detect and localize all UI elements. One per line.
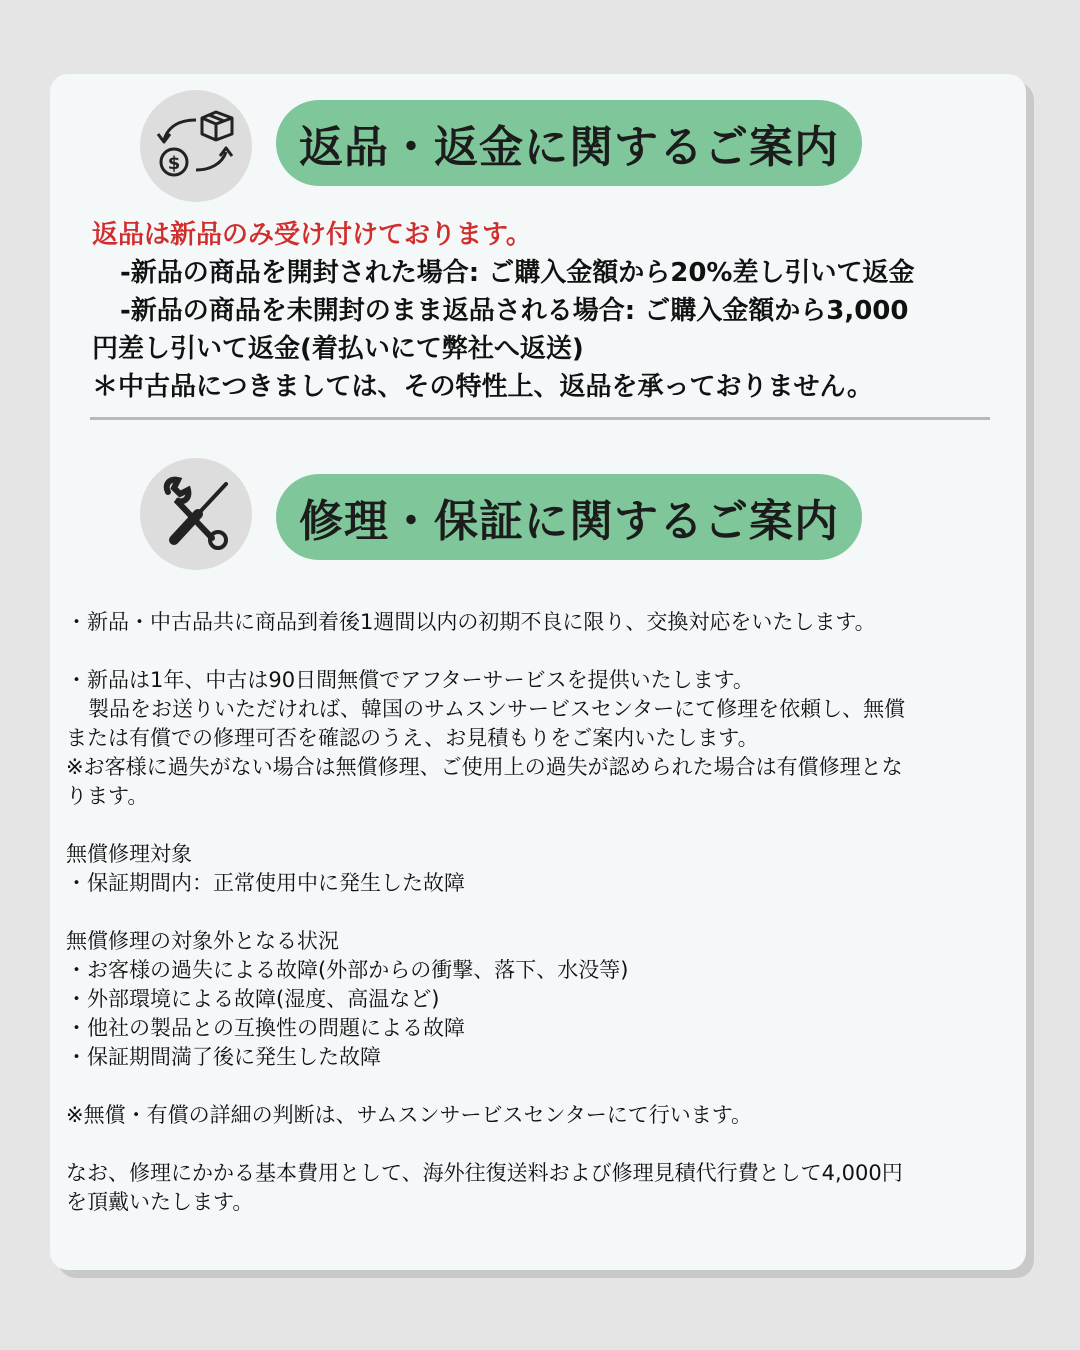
fault-note-line: ※お客様に過失がない場合は無償修理、ご使用上の過失が認められた場合は有償修理とな bbox=[66, 755, 903, 779]
initial-defect-line: ・新品・中古品共に商品到着後1週間以内の初期不良に限り、交換対応をいたします。 bbox=[66, 610, 876, 634]
free-repair-heading: 無償修理対象 bbox=[66, 842, 192, 866]
unopened-refund-line-cont: 円差し引いて返金(着払いにて弊社へ返送) bbox=[92, 334, 584, 364]
excluded-heading: 無償修理の対象外となる状況 bbox=[66, 929, 339, 953]
unopened-refund-line: -新品の商品を未開封のまま返品される場合: ご購入金額から3,000 bbox=[120, 296, 909, 326]
free-repair-item: ・保証期間内：正常使用中に発生した故障 bbox=[66, 871, 465, 895]
opened-refund-line: -新品の商品を開封された場合: ご購入金額から20%差し引いて返金 bbox=[120, 258, 915, 288]
repair-policy-text bbox=[66, 608, 1006, 1217]
svg-text:$: $ bbox=[167, 153, 181, 174]
basic-fee-line: なお、修理にかかる基本費用として、海外往復送料および修理見積代行費として4,000円 bbox=[66, 1161, 903, 1185]
basic-fee-line-cont: を頂戴いたします。 bbox=[66, 1190, 254, 1214]
section-divider bbox=[90, 417, 990, 420]
excluded-item: ・お客様の過失による故障(外部からの衝撃、落下、水没等) bbox=[66, 958, 629, 982]
judgement-note-line: ※無償・有償の詳細の判断は、サムスンサービスセンターにて行います。 bbox=[66, 1103, 753, 1127]
fault-note-line-cont: ります。 bbox=[66, 784, 149, 808]
excluded-item: ・外部環境による故障(湿度、高温など) bbox=[66, 987, 440, 1011]
return-refund-icon bbox=[140, 90, 252, 202]
return-section-title: 返品・返金に関するご案内 bbox=[276, 100, 862, 186]
service-center-line: 製品をお送りいただければ、韓国のサムスンサービスセンターにて修理を依頼し、無償 bbox=[88, 697, 906, 721]
after-service-line: ・新品は1年、中古は90日間無償でアフターサービスを提供いたします。 bbox=[66, 668, 754, 692]
new-only-notice: 返品は新品のみ受け付けております。 bbox=[92, 220, 532, 250]
wrench-screwdriver-icon bbox=[140, 458, 252, 570]
repair-section-title: 修理・保証に関するご案内 bbox=[276, 474, 862, 560]
estimate-line: または有償での修理可否を確認のうえ、お見積もりをご案内いたします。 bbox=[66, 726, 759, 750]
used-no-return-line: ＊中古品につきましては、その特性上、返品を承っておりません。 bbox=[92, 372, 874, 402]
excluded-item: ・保証期間満了後に発生した故障 bbox=[66, 1045, 381, 1069]
excluded-item: ・他社の製品との互換性の問題による故障 bbox=[66, 1016, 465, 1040]
return-policy-text bbox=[92, 216, 992, 406]
